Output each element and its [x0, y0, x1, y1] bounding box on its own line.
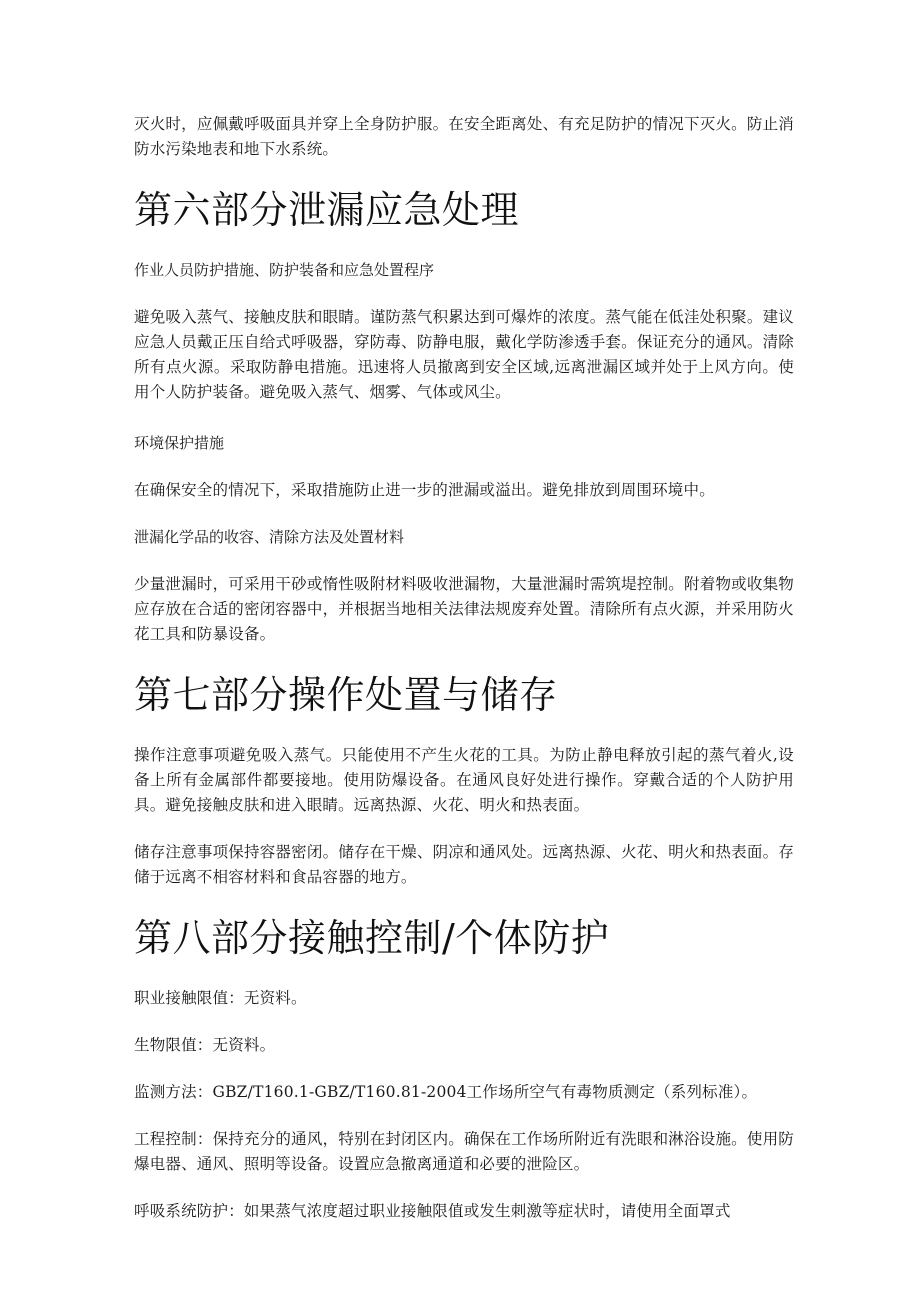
firefighting-paragraph: 灭火时，应佩戴呼吸面具并穿上全身防护服。在安全距离处、有充足防护的情况下灭火。防止消防水污染地表和地下水系统。	[134, 115, 794, 158]
section-7-storage-paragraph: 储存注意事项保持容器密闭。储存在干燥、阴凉和通风处。远离热源、火花、明火和热表面。存储于远离不相容材料和食品容器的地方。	[134, 843, 794, 886]
section-6-containment-paragraph: 少量泄漏时，可采用干砂或惰性吸附材料吸收泄漏物，大量泄漏时需筑堤控制。附着物或收集物应存放在合适的密闭容器中，并根据当地相关法律法规废弃处置。清除所有点火源，并采用防火花工具和防暴设备。	[134, 575, 794, 643]
section-6-subheading-personnel: 作业人员防护措施、防护装备和应急处置程序	[134, 261, 435, 279]
section-8-respiratory-protection: 呼吸系统防护：如果蒸气浓度超过职业接触限值或发生刺激等症状时，请使用全面罩式	[134, 1202, 731, 1220]
section-6-environment-paragraph: 在确保安全的情况下，采取措施防止进一步的泄漏或溢出。避免排放到周围环境中。	[134, 481, 715, 499]
section-6-subheading-containment: 泄漏化学品的收容、清除方法及处置材料	[134, 528, 405, 546]
section-6-personnel-paragraph: 避免吸入蒸气、接触皮肤和眼睛。谨防蒸气积累达到可爆炸的浓度。蒸气能在低洼处积聚。建议应急人员戴正压自给式呼吸器，穿防毒、防静电服，戴化学防渗透手套。保证充分的通风。清除所有点火源。采取防静电措施。迅速将人员撤离到安全区域,远离泄漏区域并处于上风方向。使用个人防护装备。避免吸入蒸气、烟雾、气体或风尘。	[134, 308, 794, 401]
section-7-heading: 第七部分操作处置与储存	[134, 673, 558, 717]
section-6-heading: 第六部分泄漏应急处理	[134, 188, 520, 232]
section-8-occupational-limit: 职业接触限值：无资料。	[134, 989, 307, 1007]
section-7-handling-paragraph: 操作注意事项避免吸入蒸气。只能使用不产生火花的工具。为防止静电释放引起的蒸气着火,设备上所有金属部件都要接地。使用防爆设备。在通风良好处进行操作。穿戴合适的个人防护用具。避免接触皮肤和进入眼睛。远离热源、火花、明火和热表面。	[134, 746, 794, 814]
section-8-biological-limit: 生物限值：无资料。	[134, 1036, 276, 1054]
section-6-subheading-environment: 环境保护措施	[134, 434, 225, 452]
section-8-engineering-control: 工程控制：保持充分的通风，特别在封闭区内。确保在工作场所附近有洗眼和淋浴设施。使用防爆电器、通风、照明等设备。设置应急撤离通道和必要的泄险区。	[134, 1130, 794, 1173]
section-8-monitoring-method: 监测方法：GBZ/T160.1-GBZ/T160.81-2004工作场所空气有毒物质测定（系列标准）。	[134, 1083, 758, 1101]
section-8-heading: 第八部分接触控制/个体防护	[134, 916, 610, 960]
document-page	[134, 112, 794, 1224]
